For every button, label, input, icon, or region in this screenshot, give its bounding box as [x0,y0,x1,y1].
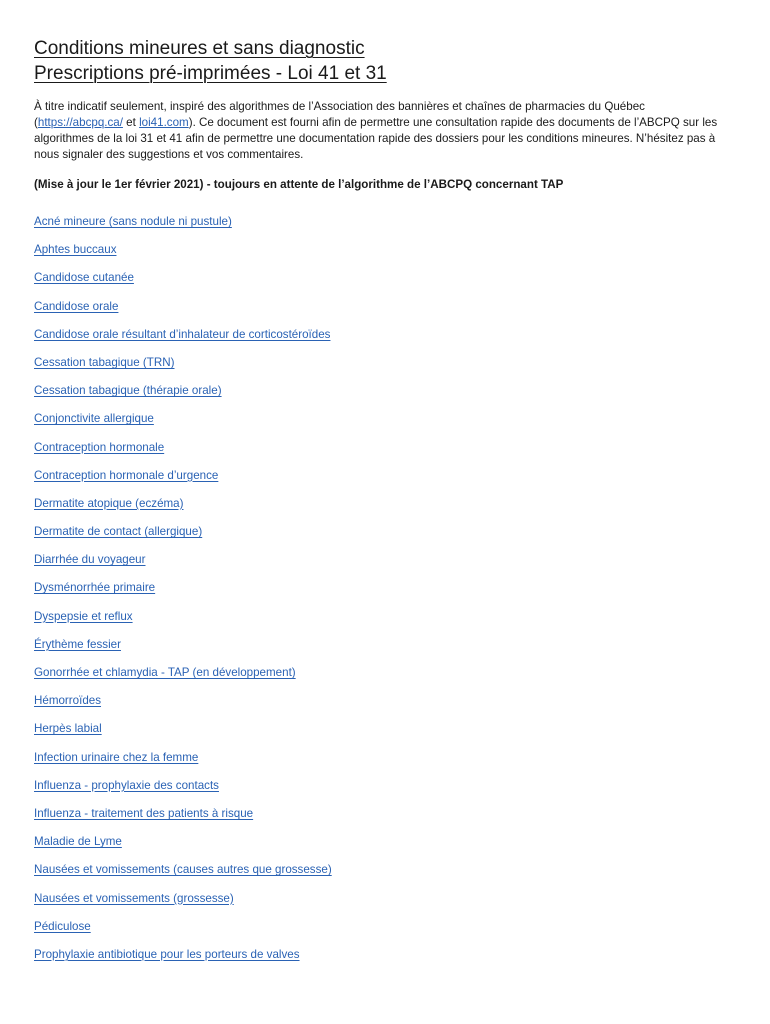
list-item [34,579,734,607]
condition-link[interactable]: Influenza - traitement des patients à risque [34,806,254,820]
list-item [34,410,734,438]
list-item [34,777,734,805]
list-item [34,354,734,382]
condition-link[interactable]: Dyspepsie et reflux [34,609,133,623]
title-line-1: Conditions mineures et sans diagnostic [34,38,365,59]
list-item [34,213,734,241]
list-item [34,720,734,748]
condition-link[interactable]: Dermatite de contact (allergique) [34,525,203,539]
condition-link[interactable]: Pédiculose [34,919,91,933]
list-item [34,664,734,692]
intro-text-end: ). Ce document est fourni afin de permettre une consultation rapide des documents de l’ABCPQ sur les algorithmes de la loi 31 et 41 afin de permettre une documentation rapide des dossiers pour les conditions mineures. N’hésitez pas à nous signaler des suggestions et vos commentaires. [34,116,718,161]
list-item [34,861,734,889]
condition-link[interactable]: Diarrhée du voyageur [34,553,146,567]
list-item [34,833,734,861]
condition-link[interactable]: Aphtes buccaux [34,243,117,257]
condition-link[interactable]: Acné mineure (sans nodule ni pustule) [34,215,232,228]
list-item [34,749,734,777]
condition-link[interactable]: Herpès labial [34,722,102,736]
condition-link[interactable]: Gonorrhée et chlamydia - TAP (en développement) [34,666,296,679]
condition-link[interactable]: Candidose orale résultant d’inhalateur de corticostéroïdes [34,327,331,341]
list-item [34,326,734,354]
condition-link-list [34,213,734,974]
list-item [34,918,734,946]
list-item [34,608,734,636]
condition-link[interactable]: Hémorroïdes [34,694,102,708]
loi41-link[interactable]: loi41.com [139,116,189,129]
condition-link[interactable]: Maladie de Lyme [34,835,122,849]
condition-link[interactable]: Érythème fessier [34,637,121,651]
list-item [34,269,734,297]
condition-link[interactable]: Infection urinaire chez la femme [34,750,199,764]
update-note: (Mise à jour le 1er février 2021) - toujours en attente de l’algorithme de l’ABCPQ concernant TAP [34,178,564,191]
list-item [34,495,734,523]
condition-link[interactable]: Dermatite atopique (eczéma) [34,496,184,510]
list-item [34,298,734,326]
condition-link[interactable]: Conjonctivite allergique [34,412,154,426]
condition-link[interactable]: Nausées et vomissements (grossesse) [34,891,234,905]
list-item [34,946,734,974]
condition-link[interactable]: Dysménorrhée primaire [34,581,156,595]
condition-link[interactable]: Prophylaxie antibiotique pour les porteurs de valves [34,947,300,961]
condition-link[interactable]: Contraception hormonale d’urgence [34,468,219,482]
list-item [34,805,734,833]
list-item [34,467,734,495]
abcpq-link[interactable]: https://abcpq.ca/ [37,116,123,129]
list-item [34,636,734,664]
list-item [34,551,734,579]
title-line-2: Prescriptions pré-imprimées - Loi 41 et 31 [34,63,387,84]
list-item [34,382,734,410]
list-item [34,890,734,918]
intro-paragraph [34,99,734,163]
list-item [34,241,734,269]
condition-link[interactable]: Nausées et vomissements (causes autres que grossesse) [34,863,332,877]
condition-link[interactable]: Cessation tabagique (thérapie orale) [34,384,222,398]
list-item [34,692,734,720]
condition-link[interactable]: Candidose orale [34,299,119,313]
intro-text-start: À titre indicatif seulement, inspiré des algorithmes de l’Association des bannières et chaînes de pharmacies du Québec ( [34,100,645,129]
page-title [34,36,734,86]
document-page [34,36,734,974]
condition-link[interactable]: Candidose cutanée [34,271,134,285]
list-item [34,523,734,551]
condition-link[interactable]: Contraception hormonale [34,440,165,454]
condition-link[interactable]: Influenza - prophylaxie des contacts [34,778,219,792]
list-item [34,439,734,467]
condition-link[interactable]: Cessation tabagique (TRN) [34,355,175,369]
intro-text-middle: et [122,116,140,129]
